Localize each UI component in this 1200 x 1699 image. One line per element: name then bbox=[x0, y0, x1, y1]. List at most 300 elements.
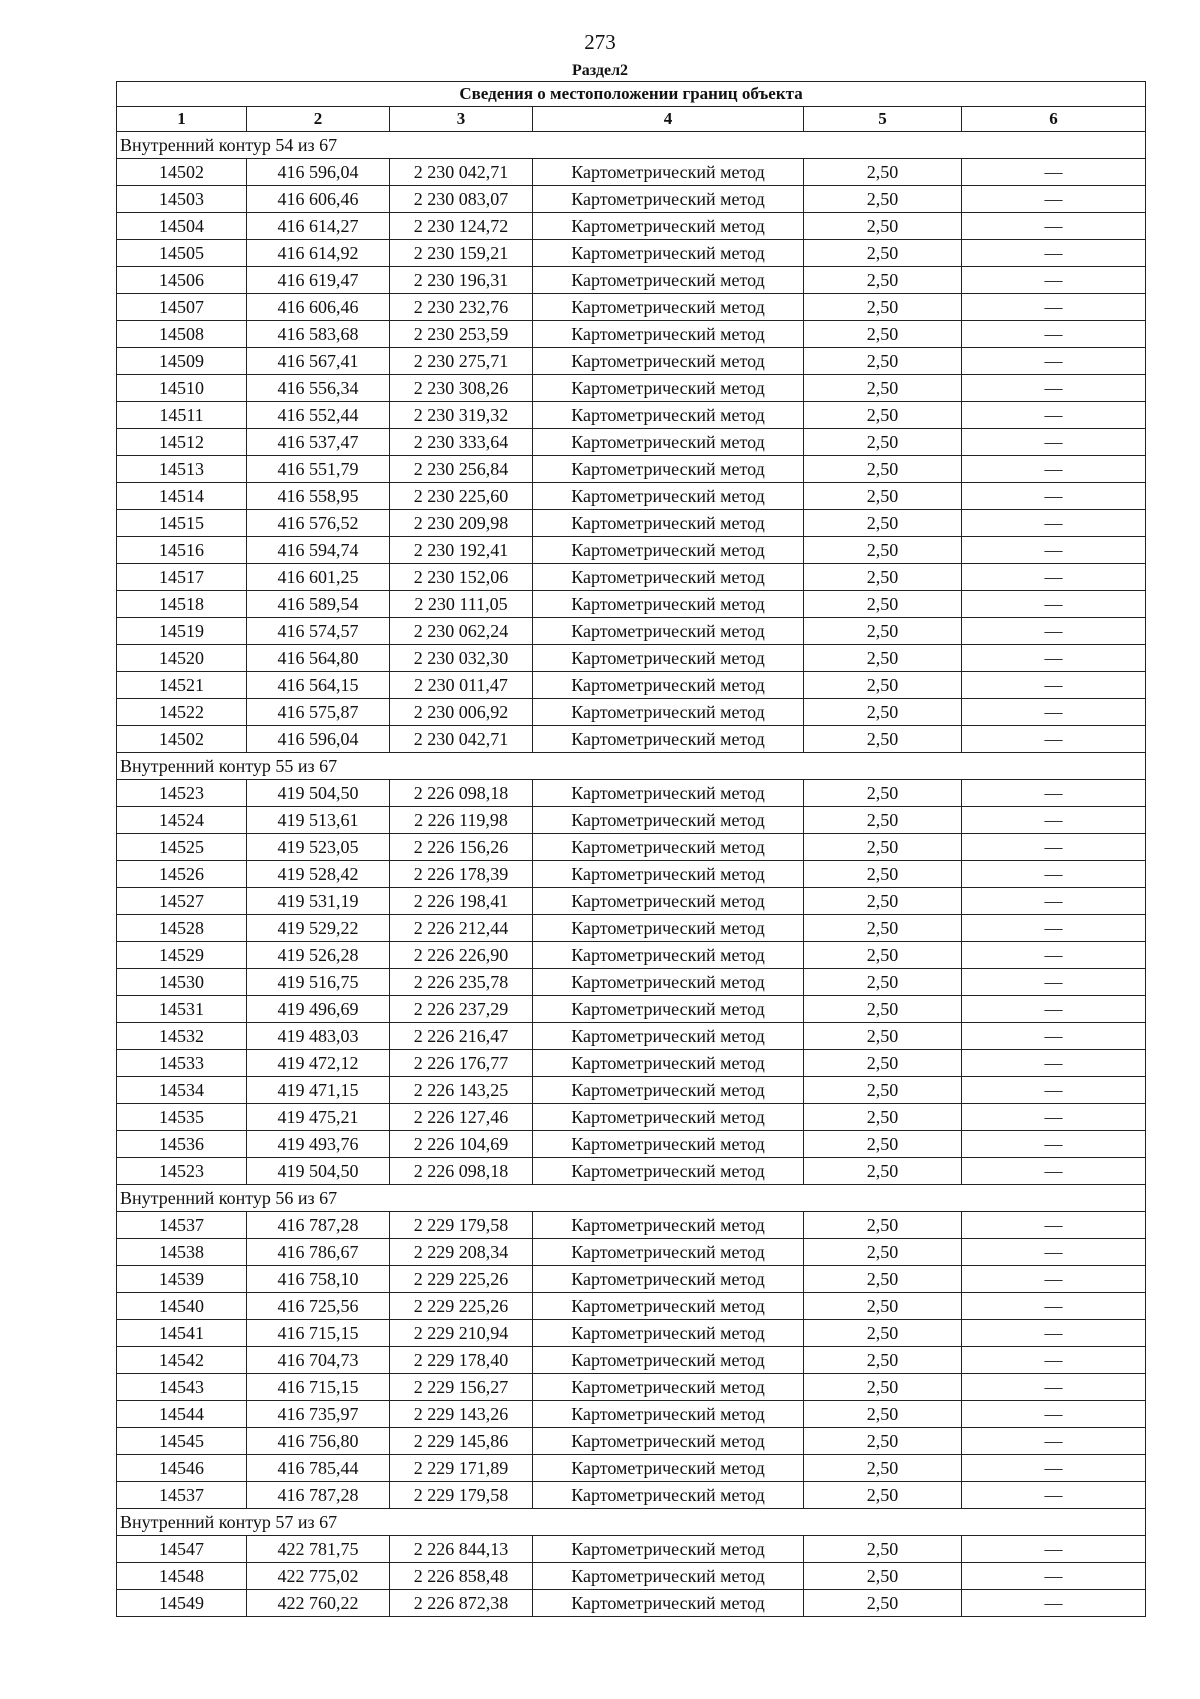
table-row bbox=[117, 564, 1146, 591]
accuracy-cell: 2,50 bbox=[804, 834, 962, 861]
table-row bbox=[117, 348, 1146, 375]
table-row bbox=[117, 1239, 1146, 1266]
method-cell: Картометрический метод bbox=[533, 375, 804, 402]
point-number-cell: 14519 bbox=[117, 618, 247, 645]
table-row bbox=[117, 1428, 1146, 1455]
y-coordinate-cell: 2 226 858,48 bbox=[390, 1563, 533, 1590]
x-coordinate-cell: 419 475,21 bbox=[247, 1104, 390, 1131]
description-cell: — bbox=[962, 1239, 1146, 1266]
method-cell: Картометрический метод bbox=[533, 1266, 804, 1293]
x-coordinate-cell: 416 574,57 bbox=[247, 618, 390, 645]
point-number-cell: 14531 bbox=[117, 996, 247, 1023]
method-cell: Картометрический метод bbox=[533, 645, 804, 672]
point-number-cell: 14540 bbox=[117, 1293, 247, 1320]
y-coordinate-cell: 2 230 083,07 bbox=[390, 186, 533, 213]
table-row bbox=[117, 942, 1146, 969]
x-coordinate-cell: 419 531,19 bbox=[247, 888, 390, 915]
accuracy-cell: 2,50 bbox=[804, 456, 962, 483]
x-coordinate-cell: 422 760,22 bbox=[247, 1590, 390, 1617]
method-cell: Картометрический метод bbox=[533, 1374, 804, 1401]
table-row bbox=[117, 591, 1146, 618]
column-header-row bbox=[117, 107, 1146, 132]
table-row bbox=[117, 1590, 1146, 1617]
description-cell: — bbox=[962, 1455, 1146, 1482]
x-coordinate-cell: 416 725,56 bbox=[247, 1293, 390, 1320]
x-coordinate-cell: 416 715,15 bbox=[247, 1320, 390, 1347]
y-coordinate-cell: 2 226 098,18 bbox=[390, 780, 533, 807]
table-row bbox=[117, 699, 1146, 726]
point-number-cell: 14502 bbox=[117, 159, 247, 186]
description-cell: — bbox=[962, 1563, 1146, 1590]
accuracy-cell: 2,50 bbox=[804, 1347, 962, 1374]
coordinates-table bbox=[116, 81, 1146, 1617]
table-row bbox=[117, 1023, 1146, 1050]
x-coordinate-cell: 419 529,22 bbox=[247, 915, 390, 942]
table-row bbox=[117, 510, 1146, 537]
method-cell: Картометрический метод bbox=[533, 1482, 804, 1509]
y-coordinate-cell: 2 229 210,94 bbox=[390, 1320, 533, 1347]
accuracy-cell: 2,50 bbox=[804, 888, 962, 915]
x-coordinate-cell: 416 551,79 bbox=[247, 456, 390, 483]
description-cell: — bbox=[962, 1401, 1146, 1428]
y-coordinate-cell: 2 229 145,86 bbox=[390, 1428, 533, 1455]
accuracy-cell: 2,50 bbox=[804, 213, 962, 240]
accuracy-cell: 2,50 bbox=[804, 267, 962, 294]
point-number-cell: 14516 bbox=[117, 537, 247, 564]
y-coordinate-cell: 2 229 179,58 bbox=[390, 1482, 533, 1509]
table-row bbox=[117, 807, 1146, 834]
point-number-cell: 14514 bbox=[117, 483, 247, 510]
y-coordinate-cell: 2 226 143,25 bbox=[390, 1077, 533, 1104]
method-cell: Картометрический метод bbox=[533, 834, 804, 861]
accuracy-cell: 2,50 bbox=[804, 1023, 962, 1050]
table-row bbox=[117, 861, 1146, 888]
point-number-cell: 14538 bbox=[117, 1239, 247, 1266]
accuracy-cell: 2,50 bbox=[804, 483, 962, 510]
y-coordinate-cell: 2 229 208,34 bbox=[390, 1239, 533, 1266]
y-coordinate-cell: 2 226 237,29 bbox=[390, 996, 533, 1023]
x-coordinate-cell: 416 787,28 bbox=[247, 1212, 390, 1239]
table-row bbox=[117, 1536, 1146, 1563]
accuracy-cell: 2,50 bbox=[804, 429, 962, 456]
method-cell: Картометрический метод bbox=[533, 348, 804, 375]
method-cell: Картометрический метод bbox=[533, 240, 804, 267]
table-row bbox=[117, 1077, 1146, 1104]
column-header: 2 bbox=[247, 107, 390, 132]
y-coordinate-cell: 2 230 319,32 bbox=[390, 402, 533, 429]
point-number-cell: 14527 bbox=[117, 888, 247, 915]
description-cell: — bbox=[962, 726, 1146, 753]
accuracy-cell: 2,50 bbox=[804, 1158, 962, 1185]
y-coordinate-cell: 2 230 225,60 bbox=[390, 483, 533, 510]
description-cell: — bbox=[962, 1212, 1146, 1239]
description-cell: — bbox=[962, 375, 1146, 402]
description-cell: — bbox=[962, 348, 1146, 375]
x-coordinate-cell: 419 513,61 bbox=[247, 807, 390, 834]
table-row bbox=[117, 618, 1146, 645]
table-row bbox=[117, 1104, 1146, 1131]
accuracy-cell: 2,50 bbox=[804, 402, 962, 429]
y-coordinate-cell: 2 226 844,13 bbox=[390, 1536, 533, 1563]
x-coordinate-cell: 419 496,69 bbox=[247, 996, 390, 1023]
point-number-cell: 14532 bbox=[117, 1023, 247, 1050]
y-coordinate-cell: 2 226 872,38 bbox=[390, 1590, 533, 1617]
method-cell: Картометрический метод bbox=[533, 1428, 804, 1455]
description-cell: — bbox=[962, 213, 1146, 240]
y-coordinate-cell: 2 226 178,39 bbox=[390, 861, 533, 888]
method-cell: Картометрический метод bbox=[533, 699, 804, 726]
x-coordinate-cell: 416 606,46 bbox=[247, 186, 390, 213]
x-coordinate-cell: 416 619,47 bbox=[247, 267, 390, 294]
table-row bbox=[117, 213, 1146, 240]
y-coordinate-cell: 2 230 192,41 bbox=[390, 537, 533, 564]
y-coordinate-cell: 2 226 127,46 bbox=[390, 1104, 533, 1131]
method-cell: Картометрический метод bbox=[533, 267, 804, 294]
table-row bbox=[117, 915, 1146, 942]
accuracy-cell: 2,50 bbox=[804, 159, 962, 186]
table-row bbox=[117, 1455, 1146, 1482]
y-coordinate-cell: 2 230 232,76 bbox=[390, 294, 533, 321]
y-coordinate-cell: 2 230 152,06 bbox=[390, 564, 533, 591]
accuracy-cell: 2,50 bbox=[804, 1293, 962, 1320]
x-coordinate-cell: 416 583,68 bbox=[247, 321, 390, 348]
table-row bbox=[117, 267, 1146, 294]
accuracy-cell: 2,50 bbox=[804, 1050, 962, 1077]
method-cell: Картометрический метод bbox=[533, 1158, 804, 1185]
accuracy-cell: 2,50 bbox=[804, 1266, 962, 1293]
description-cell: — bbox=[962, 618, 1146, 645]
x-coordinate-cell: 416 537,47 bbox=[247, 429, 390, 456]
description-cell: — bbox=[962, 969, 1146, 996]
point-number-cell: 14528 bbox=[117, 915, 247, 942]
table-row bbox=[117, 1320, 1146, 1347]
method-cell: Картометрический метод bbox=[533, 1050, 804, 1077]
description-cell: — bbox=[962, 1482, 1146, 1509]
table-row bbox=[117, 537, 1146, 564]
point-number-cell: 14510 bbox=[117, 375, 247, 402]
table-row bbox=[117, 1482, 1146, 1509]
point-number-cell: 14546 bbox=[117, 1455, 247, 1482]
accuracy-cell: 2,50 bbox=[804, 1320, 962, 1347]
table-row bbox=[117, 321, 1146, 348]
description-cell: — bbox=[962, 186, 1146, 213]
y-coordinate-cell: 2 229 225,26 bbox=[390, 1266, 533, 1293]
column-header: 5 bbox=[804, 107, 962, 132]
point-number-cell: 14524 bbox=[117, 807, 247, 834]
accuracy-cell: 2,50 bbox=[804, 618, 962, 645]
x-coordinate-cell: 416 606,46 bbox=[247, 294, 390, 321]
y-coordinate-cell: 2 230 111,05 bbox=[390, 591, 533, 618]
y-coordinate-cell: 2 226 119,98 bbox=[390, 807, 533, 834]
x-coordinate-cell: 419 528,42 bbox=[247, 861, 390, 888]
accuracy-cell: 2,50 bbox=[804, 1482, 962, 1509]
method-cell: Картометрический метод bbox=[533, 969, 804, 996]
x-coordinate-cell: 416 596,04 bbox=[247, 726, 390, 753]
table-row bbox=[117, 996, 1146, 1023]
point-number-cell: 14539 bbox=[117, 1266, 247, 1293]
table-body bbox=[117, 132, 1146, 1617]
accuracy-cell: 2,50 bbox=[804, 375, 962, 402]
x-coordinate-cell: 416 601,25 bbox=[247, 564, 390, 591]
table-row bbox=[117, 1158, 1146, 1185]
y-coordinate-cell: 2 230 124,72 bbox=[390, 213, 533, 240]
accuracy-cell: 2,50 bbox=[804, 699, 962, 726]
accuracy-cell: 2,50 bbox=[804, 1536, 962, 1563]
method-cell: Картометрический метод bbox=[533, 1077, 804, 1104]
contour-title-row bbox=[117, 1185, 1146, 1212]
point-number-cell: 14517 bbox=[117, 564, 247, 591]
point-number-cell: 14529 bbox=[117, 942, 247, 969]
description-cell: — bbox=[962, 807, 1146, 834]
point-number-cell: 14526 bbox=[117, 861, 247, 888]
y-coordinate-cell: 2 230 006,92 bbox=[390, 699, 533, 726]
x-coordinate-cell: 416 735,97 bbox=[247, 1401, 390, 1428]
table-row bbox=[117, 672, 1146, 699]
y-coordinate-cell: 2 226 198,41 bbox=[390, 888, 533, 915]
method-cell: Картометрический метод bbox=[533, 1347, 804, 1374]
point-number-cell: 14520 bbox=[117, 645, 247, 672]
contour-title: Внутренний контур 54 из 67 bbox=[117, 132, 1146, 159]
description-cell: — bbox=[962, 1590, 1146, 1617]
x-coordinate-cell: 416 758,10 bbox=[247, 1266, 390, 1293]
accuracy-cell: 2,50 bbox=[804, 1563, 962, 1590]
method-cell: Картометрический метод bbox=[533, 1320, 804, 1347]
section-label: Раздел2 bbox=[571, 62, 629, 79]
y-coordinate-cell: 2 226 156,26 bbox=[390, 834, 533, 861]
point-number-cell: 14543 bbox=[117, 1374, 247, 1401]
point-number-cell: 14512 bbox=[117, 429, 247, 456]
method-cell: Картометрический метод bbox=[533, 591, 804, 618]
y-coordinate-cell: 2 226 212,44 bbox=[390, 915, 533, 942]
description-cell: — bbox=[962, 1293, 1146, 1320]
table-row bbox=[117, 969, 1146, 996]
x-coordinate-cell: 416 564,15 bbox=[247, 672, 390, 699]
point-number-cell: 14502 bbox=[117, 726, 247, 753]
x-coordinate-cell: 416 787,28 bbox=[247, 1482, 390, 1509]
description-cell: — bbox=[962, 240, 1146, 267]
method-cell: Картометрический метод bbox=[533, 996, 804, 1023]
table-row bbox=[117, 294, 1146, 321]
description-cell: — bbox=[962, 402, 1146, 429]
method-cell: Картометрический метод bbox=[533, 510, 804, 537]
point-number-cell: 14548 bbox=[117, 1563, 247, 1590]
accuracy-cell: 2,50 bbox=[804, 942, 962, 969]
y-coordinate-cell: 2 229 143,26 bbox=[390, 1401, 533, 1428]
x-coordinate-cell: 419 523,05 bbox=[247, 834, 390, 861]
y-coordinate-cell: 2 226 235,78 bbox=[390, 969, 533, 996]
x-coordinate-cell: 419 504,50 bbox=[247, 1158, 390, 1185]
method-cell: Картометрический метод bbox=[533, 915, 804, 942]
description-cell: — bbox=[962, 1347, 1146, 1374]
point-number-cell: 14537 bbox=[117, 1482, 247, 1509]
point-number-cell: 14509 bbox=[117, 348, 247, 375]
y-coordinate-cell: 2 229 225,26 bbox=[390, 1293, 533, 1320]
accuracy-cell: 2,50 bbox=[804, 780, 962, 807]
method-cell: Картометрический метод bbox=[533, 186, 804, 213]
method-cell: Картометрический метод bbox=[533, 429, 804, 456]
contour-title-row bbox=[117, 753, 1146, 780]
y-coordinate-cell: 2 230 042,71 bbox=[390, 159, 533, 186]
y-coordinate-cell: 2 226 216,47 bbox=[390, 1023, 533, 1050]
table-row bbox=[117, 888, 1146, 915]
method-cell: Картометрический метод bbox=[533, 402, 804, 429]
accuracy-cell: 2,50 bbox=[804, 510, 962, 537]
description-cell: — bbox=[962, 780, 1146, 807]
x-coordinate-cell: 419 504,50 bbox=[247, 780, 390, 807]
y-coordinate-cell: 2 226 098,18 bbox=[390, 1158, 533, 1185]
point-number-cell: 14518 bbox=[117, 591, 247, 618]
table-row bbox=[117, 456, 1146, 483]
x-coordinate-cell: 416 575,87 bbox=[247, 699, 390, 726]
description-cell: — bbox=[962, 591, 1146, 618]
table-caption: Сведения о местоположении границ объекта bbox=[117, 82, 1146, 107]
accuracy-cell: 2,50 bbox=[804, 240, 962, 267]
method-cell: Картометрический метод bbox=[533, 483, 804, 510]
accuracy-cell: 2,50 bbox=[804, 186, 962, 213]
accuracy-cell: 2,50 bbox=[804, 726, 962, 753]
method-cell: Картометрический метод bbox=[533, 213, 804, 240]
method-cell: Картометрический метод bbox=[533, 861, 804, 888]
point-number-cell: 14544 bbox=[117, 1401, 247, 1428]
y-coordinate-cell: 2 226 226,90 bbox=[390, 942, 533, 969]
x-coordinate-cell: 416 552,44 bbox=[247, 402, 390, 429]
accuracy-cell: 2,50 bbox=[804, 1374, 962, 1401]
method-cell: Картометрический метод bbox=[533, 564, 804, 591]
description-cell: — bbox=[962, 888, 1146, 915]
x-coordinate-cell: 419 472,12 bbox=[247, 1050, 390, 1077]
method-cell: Картометрический метод bbox=[533, 321, 804, 348]
description-cell: — bbox=[962, 267, 1146, 294]
accuracy-cell: 2,50 bbox=[804, 861, 962, 888]
table-row bbox=[117, 402, 1146, 429]
x-coordinate-cell: 419 483,03 bbox=[247, 1023, 390, 1050]
y-coordinate-cell: 2 229 156,27 bbox=[390, 1374, 533, 1401]
point-number-cell: 14511 bbox=[117, 402, 247, 429]
description-cell: — bbox=[962, 321, 1146, 348]
method-cell: Картометрический метод bbox=[533, 1293, 804, 1320]
y-coordinate-cell: 2 230 209,98 bbox=[390, 510, 533, 537]
point-number-cell: 14523 bbox=[117, 1158, 247, 1185]
point-number-cell: 14506 bbox=[117, 267, 247, 294]
method-cell: Картометрический метод bbox=[533, 726, 804, 753]
description-cell: — bbox=[962, 1104, 1146, 1131]
description-cell: — bbox=[962, 915, 1146, 942]
accuracy-cell: 2,50 bbox=[804, 1212, 962, 1239]
method-cell: Картометрический метод bbox=[533, 888, 804, 915]
x-coordinate-cell: 416 594,74 bbox=[247, 537, 390, 564]
method-cell: Картометрический метод bbox=[533, 456, 804, 483]
method-cell: Картометрический метод bbox=[533, 1590, 804, 1617]
x-coordinate-cell: 416 786,67 bbox=[247, 1239, 390, 1266]
description-cell: — bbox=[962, 672, 1146, 699]
x-coordinate-cell: 416 704,73 bbox=[247, 1347, 390, 1374]
table-row bbox=[117, 834, 1146, 861]
y-coordinate-cell: 2 230 011,47 bbox=[390, 672, 533, 699]
description-cell: — bbox=[962, 1131, 1146, 1158]
x-coordinate-cell: 416 556,34 bbox=[247, 375, 390, 402]
method-cell: Картометрический метод bbox=[533, 159, 804, 186]
accuracy-cell: 2,50 bbox=[804, 294, 962, 321]
point-number-cell: 14523 bbox=[117, 780, 247, 807]
description-cell: — bbox=[962, 861, 1146, 888]
description-cell: — bbox=[962, 510, 1146, 537]
y-coordinate-cell: 2 226 104,69 bbox=[390, 1131, 533, 1158]
x-coordinate-cell: 419 471,15 bbox=[247, 1077, 390, 1104]
description-cell: — bbox=[962, 1158, 1146, 1185]
point-number-cell: 14549 bbox=[117, 1590, 247, 1617]
accuracy-cell: 2,50 bbox=[804, 672, 962, 699]
x-coordinate-cell: 416 564,80 bbox=[247, 645, 390, 672]
method-cell: Картометрический метод bbox=[533, 1131, 804, 1158]
accuracy-cell: 2,50 bbox=[804, 564, 962, 591]
table-row bbox=[117, 375, 1146, 402]
contour-title-row bbox=[117, 1509, 1146, 1536]
point-number-cell: 14522 bbox=[117, 699, 247, 726]
table-row bbox=[117, 780, 1146, 807]
description-cell: — bbox=[962, 537, 1146, 564]
accuracy-cell: 2,50 bbox=[804, 537, 962, 564]
x-coordinate-cell: 416 614,27 bbox=[247, 213, 390, 240]
method-cell: Картометрический метод bbox=[533, 780, 804, 807]
accuracy-cell: 2,50 bbox=[804, 591, 962, 618]
y-coordinate-cell: 2 230 159,21 bbox=[390, 240, 533, 267]
point-number-cell: 14525 bbox=[117, 834, 247, 861]
table-row bbox=[117, 1293, 1146, 1320]
point-number-cell: 14503 bbox=[117, 186, 247, 213]
description-cell: — bbox=[962, 942, 1146, 969]
method-cell: Картометрический метод bbox=[533, 537, 804, 564]
x-coordinate-cell: 419 516,75 bbox=[247, 969, 390, 996]
point-number-cell: 14547 bbox=[117, 1536, 247, 1563]
column-header: 4 bbox=[533, 107, 804, 132]
x-coordinate-cell: 416 567,41 bbox=[247, 348, 390, 375]
point-number-cell: 14545 bbox=[117, 1428, 247, 1455]
x-coordinate-cell: 416 589,54 bbox=[247, 591, 390, 618]
method-cell: Картометрический метод bbox=[533, 1563, 804, 1590]
accuracy-cell: 2,50 bbox=[804, 807, 962, 834]
table-row bbox=[117, 429, 1146, 456]
point-number-cell: 14534 bbox=[117, 1077, 247, 1104]
method-cell: Картометрический метод bbox=[533, 1536, 804, 1563]
contour-title-row bbox=[117, 132, 1146, 159]
x-coordinate-cell: 422 781,75 bbox=[247, 1536, 390, 1563]
description-cell: — bbox=[962, 483, 1146, 510]
description-cell: — bbox=[962, 1266, 1146, 1293]
point-number-cell: 14535 bbox=[117, 1104, 247, 1131]
accuracy-cell: 2,50 bbox=[804, 1455, 962, 1482]
point-number-cell: 14530 bbox=[117, 969, 247, 996]
description-cell: — bbox=[962, 1050, 1146, 1077]
description-cell: — bbox=[962, 1077, 1146, 1104]
method-cell: Картометрический метод bbox=[533, 1023, 804, 1050]
table-caption-row bbox=[117, 82, 1146, 107]
y-coordinate-cell: 2 230 256,84 bbox=[390, 456, 533, 483]
point-number-cell: 14533 bbox=[117, 1050, 247, 1077]
accuracy-cell: 2,50 bbox=[804, 645, 962, 672]
method-cell: Картометрический метод bbox=[533, 1455, 804, 1482]
method-cell: Картометрический метод bbox=[533, 1239, 804, 1266]
method-cell: Картометрический метод bbox=[533, 1212, 804, 1239]
x-coordinate-cell: 416 596,04 bbox=[247, 159, 390, 186]
x-coordinate-cell: 419 493,76 bbox=[247, 1131, 390, 1158]
table-row bbox=[117, 1347, 1146, 1374]
point-number-cell: 14505 bbox=[117, 240, 247, 267]
y-coordinate-cell: 2 230 042,71 bbox=[390, 726, 533, 753]
description-cell: — bbox=[962, 699, 1146, 726]
method-cell: Картометрический метод bbox=[533, 294, 804, 321]
table-row bbox=[117, 483, 1146, 510]
table-row bbox=[117, 1266, 1146, 1293]
